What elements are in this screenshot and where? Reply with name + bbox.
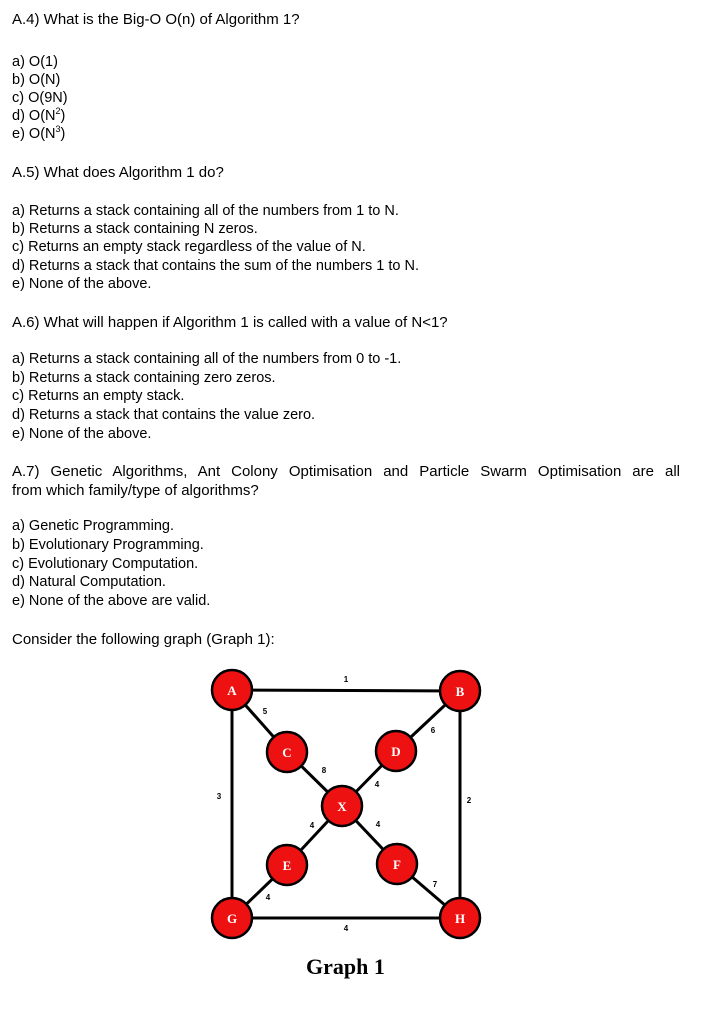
option-a4-d-close: ) (60, 108, 66, 124)
option-a5-e: e) None of the above. (12, 276, 152, 292)
edge-weight-f-h: 7 (432, 880, 438, 889)
option-a5-b: b) Returns a stack containing N zeros. (12, 221, 258, 237)
option-a7-c: c) Evolutionary Computation. (12, 556, 199, 572)
option-a4-b: b) O(N) (12, 72, 61, 88)
option-a4-e-text: e) O(N (12, 126, 56, 142)
node-e (267, 845, 307, 885)
edge-weight-x-f: 4 (375, 820, 381, 829)
edge-weight-a-b: 1 (343, 675, 349, 684)
option-a6-a: a) Returns a stack containing all of the numbers from 0 to -1. (12, 351, 402, 367)
option-a6-d: d) Returns a stack that contains the value zero. (12, 407, 316, 423)
edge-weight-a-c: 5 (262, 707, 268, 716)
graph-intro: Consider the following graph (Graph 1): (12, 631, 275, 648)
option-a4-e-close: ) (60, 126, 66, 142)
edge-weight-b-h: 2 (466, 796, 472, 805)
option-a4-d-exponent: 2 (55, 106, 61, 117)
node-label-x: X (337, 799, 347, 814)
option-a6-e: e) None of the above. (12, 426, 152, 442)
edge-weight-a-g: 3 (216, 792, 222, 801)
node-x (322, 786, 362, 826)
node-b (440, 671, 480, 711)
option-a4-a: a) O(1) (12, 54, 58, 70)
node-label-f: F (393, 857, 401, 872)
option-a4-c: c) O(9N) (12, 90, 68, 106)
edge-weight-b-d: 6 (430, 726, 436, 735)
option-a6-c: c) Returns an empty stack. (12, 388, 185, 404)
edge-weight-e-g: 4 (265, 893, 271, 902)
question-a7-line1: A.7) Genetic Algorithms, Ant Colony Optimisation and Particle Swarm Optimisation are all (12, 463, 680, 480)
node-label-b: B (455, 684, 465, 699)
edge-weight-x-e: 4 (309, 821, 315, 830)
option-a7-d: d) Natural Computation. (12, 574, 166, 590)
option-a5-a: a) Returns a stack containing all of the numbers from 1 to N. (12, 203, 399, 219)
option-a7-e: e) None of the above are valid. (12, 593, 211, 609)
node-label-d: D (391, 744, 401, 759)
question-a6: A.6) What will happen if Algorithm 1 is called with a value of N<1? (12, 314, 448, 331)
question-a4: A.4) What is the Big-O O(n) of Algorithm 1? (12, 11, 300, 28)
edge-weight-g-h: 4 (343, 924, 349, 933)
node-f (377, 844, 417, 884)
node-h (440, 898, 480, 938)
option-a4-d-text: d) O(N (12, 108, 56, 124)
option-a7-b: b) Evolutionary Programming. (12, 537, 204, 553)
question-a7-line2: from which family/type of algorithms? (12, 482, 259, 499)
node-c (267, 732, 307, 772)
option-a5-d: d) Returns a stack that contains the sum of the numbers 1 to N. (12, 258, 420, 274)
node-a (212, 670, 252, 710)
edge-a-b (232, 690, 460, 691)
option-a7-a: a) Genetic Programming. (12, 518, 174, 534)
question-a5: A.5) What does Algorithm 1 do? (12, 164, 224, 181)
node-label-a: A (227, 683, 237, 698)
option-a5-c: c) Returns an empty stack regardless of the value of N. (12, 239, 366, 255)
node-label-c: C (282, 745, 292, 760)
node-g (212, 898, 252, 938)
node-label-h: H (454, 911, 466, 926)
node-label-e: E (282, 858, 292, 873)
graph-caption: Graph 1 (306, 954, 385, 979)
edge-weight-d-x: 4 (374, 780, 380, 789)
option-a4-e-exponent: 3 (55, 124, 61, 135)
option-a6-b: b) Returns a stack containing zero zeros. (12, 370, 276, 386)
node-label-g: G (226, 911, 238, 926)
node-d (376, 731, 416, 771)
edge-weight-c-x: 8 (321, 766, 327, 775)
